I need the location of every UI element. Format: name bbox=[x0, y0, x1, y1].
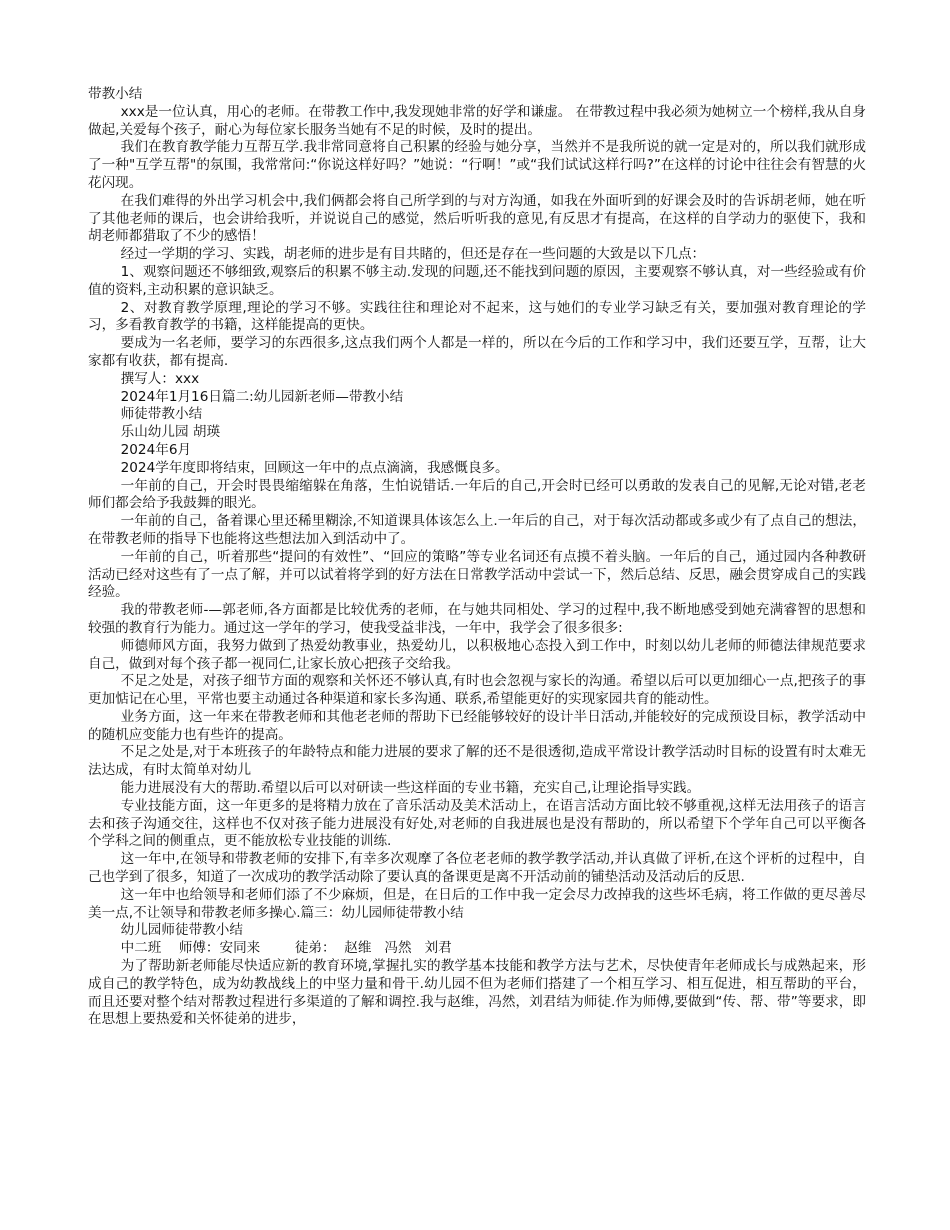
paragraph: 经过一学期的学习、实践，胡老师的进步是有目共睹的，但还是存在一些问题的大致是以下几点： bbox=[120, 246, 706, 263]
document-page bbox=[88, 86, 866, 1029]
class-mentor-line: 中二班 师傅：安同来 徒弟： 赵维 冯然 刘君 bbox=[120, 940, 452, 957]
paragraph: 一年前的自己，开会时畏畏缩缩躲在角落，生怕说错话.一年后的自己,开会时已经可以勇敢的发表自己的见解,无论对错,老老师们都会给予我鼓舞的眼光。 bbox=[88, 477, 866, 512]
paragraph: 为了帮助新老师能尽快适应新的教育环境,掌握扎实的教学基本技能和教学方法与艺术，尽快使青年老师成长与成熟起来，形成自己的教学特色，成为幼教战线上的中坚力量和骨干.幼儿园不但为老师们搭建了一个相互学习、相互促进，相互帮助的平台，而且还要对整个结对帮教过程进行多渠道的了解和调控.我与赵维，冯然，刘君结为师徒.作为师傅,要做到“传、帮、带”等要求，即在思想上要热爱和关怀徒弟的进步， bbox=[88, 958, 866, 1028]
paragraph: 师德师风方面，我努力做到了热爱幼教事业，热爱幼儿，以积极地心态投入到工作中，时刻以幼儿老师的师德法律规范要求自己，做到对每个孩子都一视同仁,让家长放心把孩子交给我。 bbox=[88, 637, 866, 672]
paragraph: 2024学年度即将结束，回顾这一年中的点点滴滴，我感慨良多。 bbox=[120, 459, 509, 476]
paragraph: 业务方面，这一年来在带教老师和其他老老师的帮助下已经能够较好的设计半日活动,并能较好的完成预设目标，教学活动中的随机应变能力也有些许的提高。 bbox=[88, 708, 866, 743]
paragraph: 我的带教老师-—郭老师,各方面都是比较优秀的老师，在与她共同相处、学习的过程中,我不断地感受到她充满睿智的思想和较强的教育行为能力。通过这一学年的学习，使我受益非浅，一年中，我学会了很多很多: bbox=[88, 602, 866, 636]
paragraph: 2、对教育教学原理,理论的学习不够。实践往往和理论对不起来，这与她们的专业学习缺乏有关，要加强对教育理论的学习，多看教育教学的书籍，这样能提高的更快。 bbox=[88, 299, 866, 334]
paragraph: xxx是一位认真，用心的老师。在带教工作中,我发现她非常的好学和谦虚。 在带教过程中我必须为她树立一个榜样,我从自身做起,关爱每个孩子，耐心为每位家长服务当她有不足的时候，及时的提出。 bbox=[88, 103, 866, 138]
paragraph: 这一年中也给领导和老师们添了不少麻烦，但是，在日后的工作中我一定会尽力改掉我的这些坏毛病，将工作做的更尽善尽美一点,不让领导和带教老师多操心.篇三：幼儿园师徒带教小结 bbox=[88, 886, 866, 921]
paragraph: 要成为一名老师，要学习的东西很多,这点我们两个人都是一样的，所以在今后的工作和学习中，我们还要互学，互帮，让大家都有收获，都有提高. bbox=[88, 335, 866, 369]
section-title: 幼儿园师徒带教小结 bbox=[120, 922, 243, 939]
paragraph: 这一年中,在领导和带教老师的安排下,有幸多次观摩了各位老老师的教学教学活动,并认真做了评析,在这个评析的过程中，自己也学到了很多，知道了一次成功的教学活动除了要认真的备课更是离不开活动前的铺垫活动及活动后的反思. bbox=[88, 851, 866, 886]
paragraph: 不足之处是，对孩子细节方面的观察和关怀还不够认真,有时也会忽视与家长的沟通。希望以后可以更加细心一点,把孩子的事更加惦记在心里，平常也要主动通过各种渠道和家长多沟通、联系,希望能更好的实现家园共育的能动性。 bbox=[88, 673, 866, 708]
paragraph: 在我们难得的外出学习机会中,我们俩都会将自己所学到的与对方沟通，如我在外面听到的好课会及时的告诉胡老师，她在听了其他老师的课后，也会讲给我听，并说说自己的感觉，然后听听我的意见,有反思才有提高，在这样的自学动力的驱使下，我和胡老师都猎取了不少的感悟！ bbox=[88, 192, 866, 245]
doc-title: 带教小结 bbox=[88, 86, 143, 102]
paragraph: 我们在教育教学能力互帮互学.我非常同意将自己积累的经验与她分享，当然并不是我所说的就一定是对的，所以我们就形成了一种"互学互帮"的氛围，我常常问:“你说这样好吗？”她说：“行啊！”或“我们试试这样行吗?”在这样的讨论中往往会有智慧的火花闪现。 bbox=[88, 139, 866, 191]
date-line: 2024年6月 bbox=[120, 441, 192, 458]
paragraph: 一年前的自己，听着那些“提问的有效性”、“回应的策略”等专业名词还有点摸不着头脑。一年后的自己，通过园内各种教研活动已经对这些有了一点了解，并可以试着将学到的好方法在日常教学活动中尝试一下，然后总结、反思，融会贯穿成自己的实践经验。 bbox=[88, 548, 866, 601]
paragraph: 能力进展没有大的帮助.希望以后可以对研读一些这样面的专业书籍，充实自己,让理论指导实践。 bbox=[120, 780, 701, 797]
section-title: 师徒带教小结 bbox=[120, 406, 203, 423]
school-author-line: 乐山幼儿园 胡瑛 bbox=[120, 424, 221, 441]
paragraph: 专业技能方面，这一年更多的是将精力放在了音乐活动及美术活动上，在语言活动方面比较不够重视,这样无法用孩子的语言去和孩子沟通交往，这样也不仅对孩子能力进展没有好处,对老师的自我进展也是没有帮助的，所以希望下个学年自己可以平衡各个学科之间的侧重点，更不能放松专业技能的训练. bbox=[88, 797, 866, 850]
paragraph: 1、观察问题还不够细致,观察后的积累不够主动.发现的问题,还不能找到问题的原因，主要观察不够认真，对一些经验或有价值的资料,主动积累的意识缺乏。 bbox=[88, 263, 866, 298]
paragraph: 一年前的自己，备着课心里还稀里糊涂,不知道课具体该怎么上.一年后的自己，对于每次活动都或多或少有了点自己的想法，在带教老师的指导下也能将这些想法加入到活动中了。 bbox=[88, 513, 866, 547]
date-section-heading: 2024年1月16日篇二:幼儿园新老师—带教小结 bbox=[120, 388, 404, 405]
author-line: 撰写人：xxx bbox=[120, 370, 200, 387]
paragraph: 不足之处是,对于本班孩子的年龄特点和能力进展的要求了解的还不是很透彻,造成平常设计教学活动时目标的设置有时太难无法达成，有时太简单对幼儿 bbox=[88, 744, 866, 779]
